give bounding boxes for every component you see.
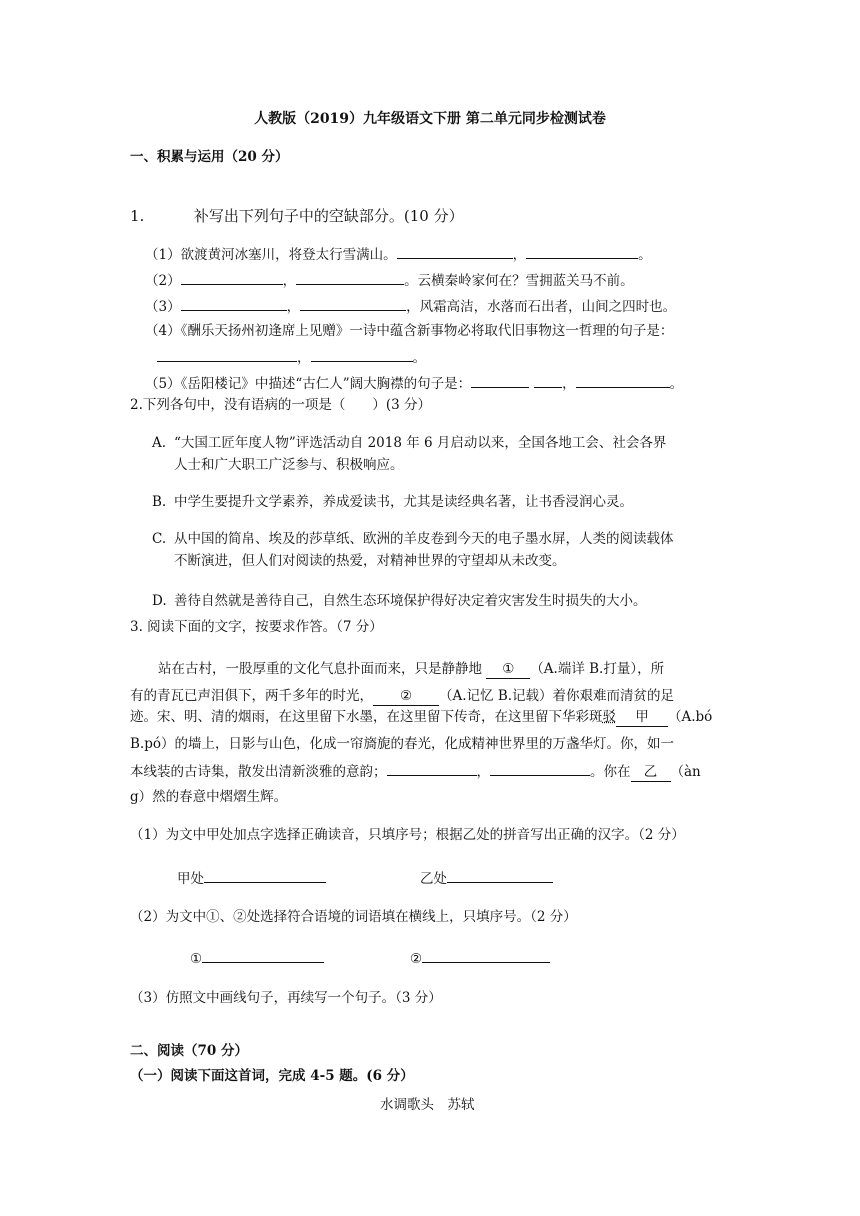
dotted-char: 驳 bbox=[602, 709, 616, 725]
answer-blank[interactable] bbox=[157, 347, 297, 362]
passage-line-1: 站在古村，一股厚重的文化气息扑面而来，只是静静地 ① （A.端详 B.打量），所 bbox=[158, 661, 665, 677]
blank-yi[interactable]: 乙 bbox=[631, 763, 671, 782]
answer-blank[interactable] bbox=[447, 868, 553, 883]
option-a[interactable]: A. “大国工匠年度人物”评选活动自 2018 年 6 月启动以来，全国各地工会、社会各界 bbox=[152, 435, 667, 451]
q3-sub-1-answers bbox=[177, 868, 326, 888]
q3-sub-1: （1）为文中甲处加点字选择正确读音，只填序号；根据乙处的拼音写出正确的汉字。（2 分） bbox=[130, 827, 685, 843]
poem-title: 水调歌头 苏轼 bbox=[380, 1097, 475, 1113]
passage-line-6: g）然的春意中熠熠生辉。 bbox=[130, 789, 288, 805]
question-2: 2.下列各句中，没有语病的一项是（ ）(3 分） bbox=[130, 397, 432, 413]
q1-item-4-answer: ， 。 bbox=[157, 347, 426, 367]
option-d[interactable]: D. 善待自然就是善待自己，自然生态环境保护得好决定着灾害发生时损失的大小。 bbox=[152, 593, 647, 609]
answer-blank[interactable] bbox=[490, 761, 590, 776]
question-number: 1. bbox=[130, 207, 145, 225]
blank-1[interactable]: ① bbox=[486, 660, 530, 679]
page-title: 人教版（2019）九年级语文下册 第二单元同步检测试卷 bbox=[254, 111, 606, 127]
q3-sub-2-answer-1: ① bbox=[190, 948, 324, 968]
answer-blank[interactable] bbox=[471, 373, 529, 388]
answer-blank[interactable] bbox=[422, 948, 550, 963]
passage-line-4: B.pó）的墙上，日影与山色，化成一帘旖旎的春光，化成精神世界里的万盏华灯。你，如一 bbox=[130, 736, 674, 752]
blank-jia[interactable]: 甲 bbox=[616, 708, 668, 727]
q1-item-2: （2） ， 。云横秦岭家何在？雪拥蓝关马不前。 bbox=[145, 270, 634, 290]
option-b[interactable]: B. 中学生要提升文学素养，养成爱读书，尤其是读经典名著，让书香浸润心灵。 bbox=[152, 494, 633, 510]
answer-blank[interactable] bbox=[202, 948, 324, 963]
answer-blank[interactable] bbox=[311, 347, 413, 362]
answer-blank[interactable] bbox=[181, 270, 283, 285]
passage-line-3: 迹。宋、明、清的烟雨，在这里留下水墨，在这里留下传奇，在这里留下华彩斑驳 甲 （A.bó bbox=[130, 709, 713, 725]
answer-blank[interactable] bbox=[397, 244, 513, 259]
section-heading-1: 一、积累与运用（20 分） bbox=[130, 149, 289, 165]
question-3: 3. 阅读下面的文字，按要求作答。（7 分） bbox=[130, 619, 383, 635]
answer-label-jia: 甲处 bbox=[177, 871, 204, 887]
q3-sub-1-answers-b bbox=[420, 868, 553, 888]
answer-blank[interactable] bbox=[204, 868, 326, 883]
answer-blank[interactable] bbox=[296, 270, 404, 285]
answer-blank[interactable] bbox=[526, 244, 638, 259]
option-c[interactable]: C. 从中国的简帛、埃及的莎草纸、欧洲的羊皮卷到今天的电子墨水屏，人类的阅读载体 bbox=[152, 531, 674, 547]
answer-blank[interactable] bbox=[181, 296, 287, 311]
answer-blank[interactable] bbox=[300, 296, 406, 311]
section-2-subheading: （一）阅读下面这首词，完成 4-5 题。(6 分） bbox=[130, 1068, 414, 1084]
question-1 bbox=[130, 207, 464, 225]
answer-blank[interactable] bbox=[534, 373, 562, 388]
option-c-cont: 不断演进，但人们对阅读的热爱，对精神世界的守望却从未改变。 bbox=[174, 553, 566, 569]
answer-blank[interactable] bbox=[576, 373, 670, 388]
q1-item-4: （4）《酬乐天扬州初逢席上见赠》一诗中蕴含新事物必将取代旧事物这一哲理的句子是： bbox=[145, 323, 674, 339]
passage-line-5: 本线装的古诗集，散发出清新淡雅的意韵； ， 。你在 乙 （àn bbox=[130, 761, 701, 782]
answer-blank[interactable] bbox=[387, 761, 477, 776]
q1-item-3: （3） ， ，风霜高洁，水落而石出者，山间之四时也。 bbox=[145, 296, 676, 316]
passage-line-2: 有的青瓦已声泪俱下，两千多年的时光， ② （A.记忆 B.记载）着你艰难而清贫的足 bbox=[130, 688, 675, 704]
option-a-cont: 人士和广大职工广泛参与、积极响应。 bbox=[174, 457, 404, 473]
answer-label-yi: 乙处 bbox=[420, 871, 447, 887]
q3-sub-3: （3）仿照文中画线句子，再续写一个句子。（3 分） bbox=[130, 990, 442, 1006]
q1-item-5: （5）《岳阳楼记》中描述“古仁人”阔大胸襟的句子是： ， 。 bbox=[145, 373, 683, 393]
q3-sub-2: （2）为文中①、②处选择符合语境的词语填在横线上，只填序号。（2 分） bbox=[130, 909, 577, 925]
question-stem: 补写出下列句子中的空缺部分。(10 分） bbox=[193, 207, 464, 225]
q1-item-1: （1）欲渡黄河冰塞川，将登太行雪满山。 ， 。 bbox=[145, 244, 652, 264]
section-heading-2: 二、阅读（70 分） bbox=[130, 1043, 248, 1059]
blank-2[interactable]: ② bbox=[373, 687, 439, 706]
q3-sub-2-answer-2: ② bbox=[410, 948, 550, 968]
